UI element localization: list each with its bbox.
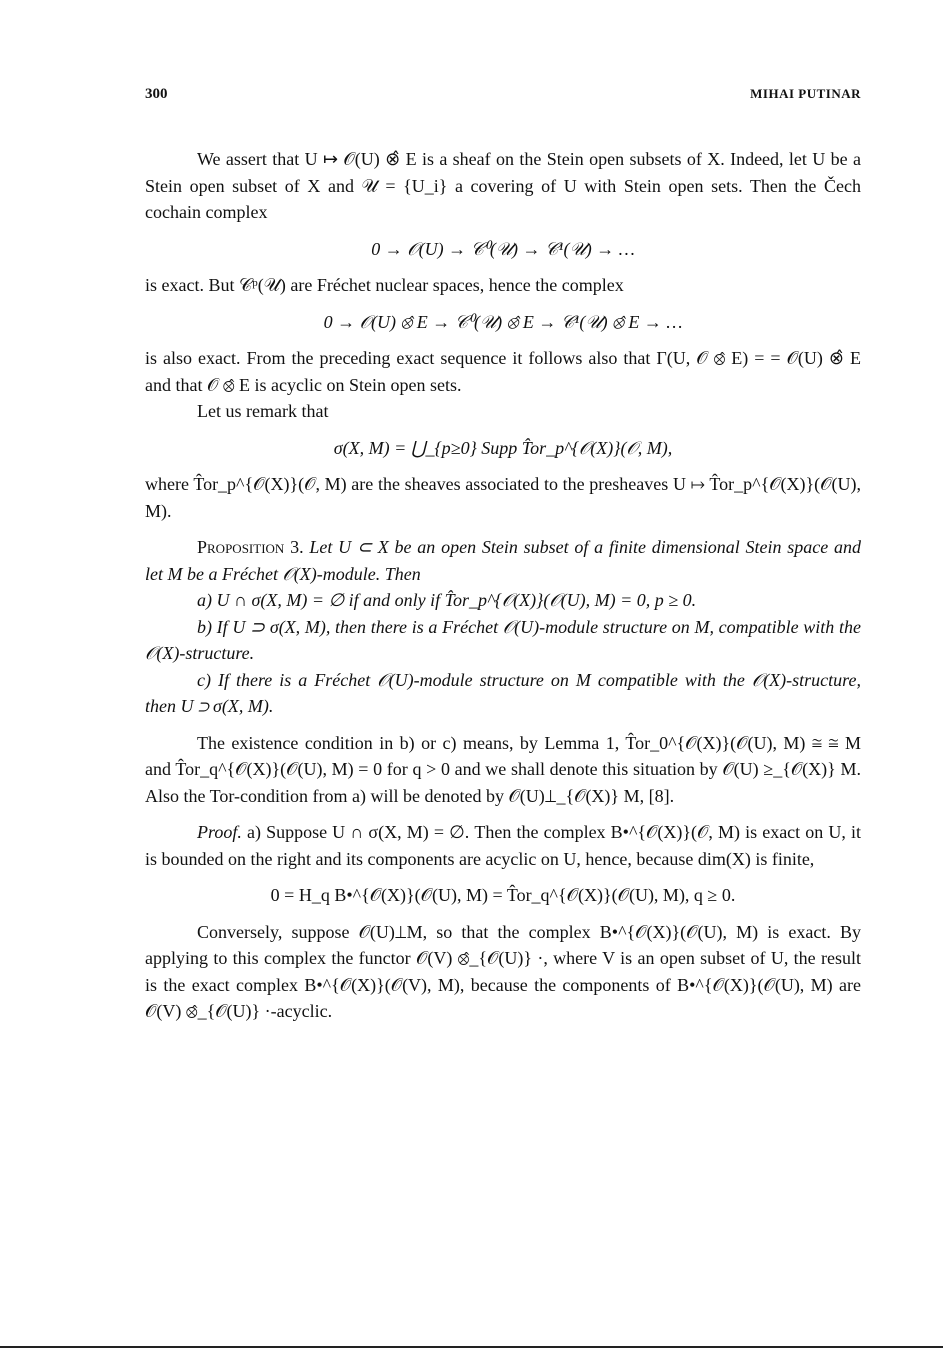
- equation-sigma-definition: σ(X, M) = ⋃_{p≥0} Supp T̂or_p^{𝒪(X)}(𝒪, M),: [333, 437, 673, 458]
- paragraph-sheaf-assertion: We assert that U ↦ 𝒪(U) ⊗̂ E is a sheaf on the Stein open subsets of X. Indeed, let U be a Stein open subset of X and 𝒰 = {U_i} a covering of U with Stein open sets. Then the Čech cochain complex: [145, 149, 861, 222]
- proposition-item-a: a) U ∩ σ(X, M) = ∅ if and only if T̂or_p^{𝒪(X)}(𝒪(U), M) = 0, p ≥ 0.: [197, 590, 697, 610]
- paragraph-conversely: Conversely, suppose 𝒪(U)⊥M, so that the complex B•^{𝒪(X)}(𝒪(U), M) is exact. By applying to this complex the functor 𝒪(V) ⊗̂_{𝒪(U)} ·, where V is an open subset of U, the result is the exact complex B•^{𝒪(X)}(𝒪(V), M), because the components of B•^{𝒪(X)}(𝒪(U), M) are 𝒪(V) ⊗̂_{𝒪(U)} ·-acyclic.: [145, 921, 861, 1021]
- paragraph-sheaves-associated: where T̂or_p^{𝒪(X)}(𝒪, M) are the sheaves associated to the presheaves U ↦ T̂or_p^{𝒪(X)}(𝒪(U), M).: [145, 474, 861, 521]
- paragraph-exactness: is also exact. From the preceding exact sequence it follows also that Γ(U, 𝒪 ⊗̂ E) = = 𝒪(U) ⊗̂ E and that 𝒪 ⊗̂ E is acyclic on Stein open sets.: [145, 348, 861, 395]
- proof-text: a) Suppose U ∩ σ(X, M) = ∅. Then the complex B•^{𝒪(X)}(𝒪, M) is exact on U, it is bounded on the right and its components are acyclic on U, hence, because dim(X) is finite,: [145, 822, 862, 869]
- proof-label: Proof.: [197, 822, 242, 842]
- page-number: 300: [145, 86, 168, 102]
- body-text: [145, 146, 861, 1025]
- running-head: MIHAI PUTINAR: [750, 86, 861, 101]
- paragraph-remark: Let us remark that: [197, 401, 329, 421]
- paragraph-frechet-nuclear: is exact. But 𝒞ᵖ(𝒰) are Fréchet nuclear spaces, hence the complex: [145, 275, 624, 295]
- proposition-item-b: b) If U ⊃ σ(X, M), then there is a Fréchet 𝒪(U)-module structure on M, compatible with the 𝒪(X)-structure.: [145, 616, 861, 663]
- equation-cech-complex: 0 → 𝒪(U) → 𝒞⁰(𝒰) → 𝒞¹(𝒰) → …: [371, 238, 635, 259]
- paragraph-existence-condition: The existence condition in b) or c) means, by Lemma 1, T̂or_0^{𝒪(X)}(𝒪(U), M) ≅ ≅ M and T̂or_q^{𝒪(X)}(𝒪(U), M) = 0 for q > 0 and we shall denote this situation by 𝒪(U) ≥_{𝒪(X)} M. Also the Tor-condition from a) will be denoted by 𝒪(U)⊥_{𝒪(X)} M, [8].: [145, 732, 861, 806]
- proposition-label: Proposition: [197, 537, 285, 557]
- proposition-item-c: c) If there is a Fréchet 𝒪(U)-module structure on M compatible with the 𝒪(X)-structure, then U ⊃ σ(X, M).: [145, 669, 861, 716]
- proposition-text: Let U ⊂ X be an open Stein subset of a finite dimensional Stein space and let M be a Fréchet 𝒪(X)-module. Then: [145, 537, 862, 584]
- equation-tensor-complex: 0 → 𝒪(U) ⊗̂ E → 𝒞⁰(𝒰) ⊗̂ E → 𝒞¹(𝒰) ⊗̂ E → …: [323, 311, 683, 332]
- proposition-statement: [145, 534, 861, 587]
- bottom-edge-rule: [0, 1346, 943, 1348]
- proposition-number: 3.: [290, 537, 304, 557]
- proof-paragraph: [145, 819, 861, 872]
- equation-homology-vanishing: 0 = H_q B•^{𝒪(X)}(𝒪(U), M) = T̂or_q^{𝒪(X)}(𝒪(U), M), q ≥ 0.: [270, 885, 736, 905]
